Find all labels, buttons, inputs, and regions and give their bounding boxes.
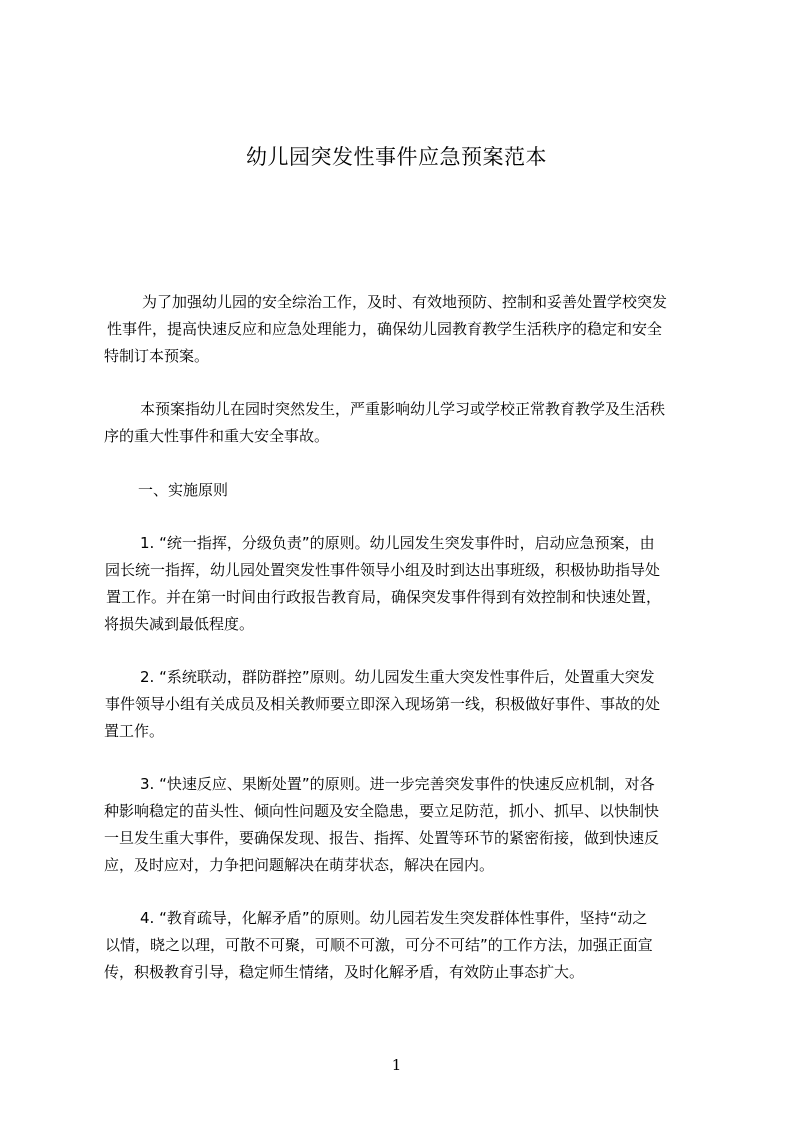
scope-line-2: 序的重大性事件和重大安全事故。: [104, 427, 330, 445]
principle4-line-3: 传，积极教育引导，稳定师生情绪，及时化解矛盾，有效防止事态扩大。: [104, 963, 585, 981]
document-title: 幼儿园突发性事件应急预案范本: [246, 145, 547, 169]
principle2-line-1: 2. “系统联动，群防群控”原则。幼儿园发生重大突发性事件后，处置重大突发: [140, 668, 655, 686]
principle4-line-1: 4. “教育疏导，化解矛盾”的原则。幼儿园若发生突发群体性事件，坚持“动之: [140, 909, 648, 927]
scope-line-1: 本预案指幼儿在园时突然发生，严重影响幼儿学习或学校正常教育教学及生活秩: [140, 400, 666, 418]
principle1-line-2: 园长统一指挥，幼儿园处置突发性事件领导小组及时到达出事班级，积极协助指导处: [105, 561, 661, 579]
principle1-line-4: 将损失减到最低程度。: [104, 615, 255, 633]
principle3-line-1: 3. “快速反应、果断处置”的原则。进一步完善突发事件的快速反应机制，对各: [140, 775, 655, 793]
section-heading-principles: 一、实施原则: [138, 481, 229, 499]
principle3-line-3: 一旦发生重大事件，要确保发现、报告、指挥、处置等环节的紧密衔接，做到快速反: [104, 829, 660, 847]
principle3-line-4: 应，及时应对，力争把问题解决在萌芽状态，解决在园内。: [104, 856, 495, 874]
principle4-line-2: 以情，晓之以理，可散不可聚，可顺不可激，可分不可结”的工作方法，加强正面宣: [105, 936, 653, 954]
intro-line-2: 性事件，提高快速反应和应急处理能力，确保幼儿园教育教学生活秩序的稳定和安全: [107, 320, 663, 338]
principle2-line-2: 事件领导小组有关成员及相关教师要立即深入现场第一线，积极做好事件、事故的处: [105, 695, 661, 713]
principle1-line-1: 1. “统一指挥，分级负责”的原则。幼儿园发生突发事件时，启动应急预案，由: [140, 534, 655, 552]
principle2-line-3: 置工作。: [104, 722, 165, 740]
page-number: 1: [391, 1056, 402, 1074]
principle1-line-3: 置工作。并在第一时间由行政报告教育局，确保突发事件得到有效控制和快速处置，: [106, 588, 662, 606]
intro-line-3: 特制订本预案。: [104, 347, 210, 365]
principle3-line-2: 种影响稳定的苗头性、倾向性问题及安全隐患，要立足防范，抓小、抓早、以快制快: [104, 802, 660, 820]
intro-line-1: 为了加强幼儿园的安全综治工作，及时、有效地预防、控制和妥善处置学校突发: [142, 293, 668, 311]
